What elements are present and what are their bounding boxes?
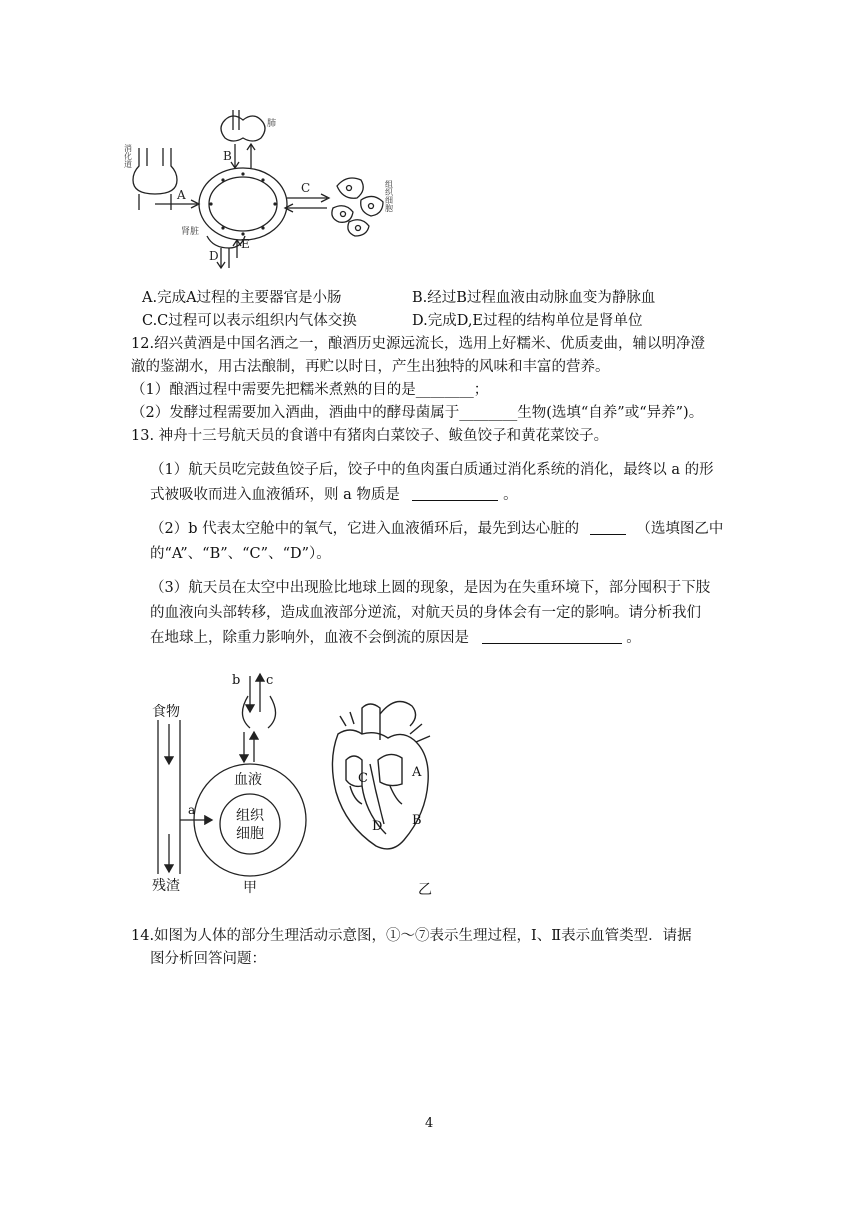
fig1-label-tissue: 组织细胞: [384, 180, 394, 212]
q12-sub2: （2）发酵过程需要加入酒曲，酒曲中的酵母菌属于________生物(选填“自养”或“异养”)。: [131, 405, 704, 421]
q14-line1: 14.如图为人体的部分生理活动示意图，①～⑦表示生理过程，Ⅰ、Ⅱ表示血管类型．请据: [131, 928, 692, 944]
fig1-label-lung: 肺: [267, 119, 277, 129]
fig1-label-digestive: 消化道: [123, 144, 133, 168]
q13-sub1-line2: 式被吸收而进入血液循环，则 a 物质是 。: [150, 487, 518, 503]
q13-sub3-blank[interactable]: [482, 629, 622, 644]
heart-label-a: A: [412, 765, 422, 780]
fig1-label-d: D: [209, 249, 219, 263]
fig2-label-c: c: [266, 673, 274, 688]
q11-option-b: B.经过B过程血液由动脉血变为静脉血: [412, 290, 656, 306]
q13-sub1-line1: （1）航天员吃完鼓鱼饺子后，饺子中的鱼肉蛋白质通过消化系统的消化，最终以 a 的形: [150, 462, 714, 478]
heart-label-b: B: [412, 813, 422, 828]
fig1-label-a: A: [177, 188, 186, 202]
page-number: 4: [425, 1116, 434, 1131]
fig2-label-blood: 血液: [234, 772, 262, 788]
fig2-label-tissue2: 细胞: [236, 826, 264, 842]
circulation-diagram: [125, 108, 425, 283]
fig2-label-jia: 甲: [243, 880, 257, 896]
fig1-label-c: C: [301, 181, 311, 195]
q13-sub3-line3: 在地球上，除重力影响外，血液不会倒流的原因是 。: [150, 630, 641, 646]
fig2-label-b: b: [232, 673, 241, 688]
q11-option-c: C.C过程可以表示组织内气体交换: [142, 313, 357, 329]
fig2-label-a: a: [188, 803, 196, 817]
q12-stem-line1: 12.绍兴黄酒是中国名酒之一，酿酒历史源远流长，选用上好糯米、优质麦曲，辅以明净澄: [131, 336, 706, 352]
digestion-heart-diagram: [140, 664, 460, 904]
q12-stem-line2: 澈的鉴湖水，用古法酿制，再贮以时日，产生出独特的风味和丰富的营养。: [131, 359, 610, 375]
fig1-label-e: E: [241, 237, 250, 251]
q13-sub2-blank[interactable]: [590, 520, 626, 535]
q12-sub1: （1）酿酒过程中需要先把糯米煮熟的目的是________；: [131, 382, 489, 398]
heart-label-d: D: [372, 819, 383, 834]
blood-ring-inner: [209, 177, 277, 231]
q11-option-d: D.完成D,E过程的结构单位是肾单位: [412, 313, 643, 329]
fig2-label-tissue1: 组织: [236, 808, 264, 824]
fig2-label-residue: 残渣: [152, 878, 180, 894]
fig2-label-yi: 乙: [418, 882, 432, 898]
q11-option-a: A.完成A过程的主要器官是小肠: [142, 290, 342, 306]
q13-sub2-line1: （2）b 代表太空舱中的氧气，它进入血液循环后，最先到达心脏的 （选填图乙中: [150, 521, 724, 537]
fig2-label-food: 食物: [152, 704, 180, 720]
q13-stem: 13. 神舟十三号航天员的食谱中有猪肉白菜饺子、鲅鱼饺子和黄花菜饺子。: [131, 428, 609, 444]
q13-sub3-line2: 的血液向头部转移，造成血液部分逆流，对航天员的身体会有一定的影响。请分析我们: [150, 605, 701, 621]
q13-sub3-line1: （3）航天员在太空中出现脸比地球上圆的现象，是因为在失重环境下，部分囤积于下肢: [150, 580, 711, 596]
fig1-label-kidney: 肾脏: [181, 227, 200, 237]
fig1-label-b: B: [223, 149, 232, 163]
q14-line2: 图分析回答问题：: [150, 951, 266, 967]
lung-shape: [221, 116, 265, 141]
q13-sub2-line2: 的“A”、“B”、“C”、“D”）。: [150, 546, 331, 562]
heart-label-c: C: [358, 771, 368, 786]
tissue-cell-circle: [220, 794, 280, 854]
q13-sub1-blank[interactable]: [412, 486, 498, 501]
digestive-tract-shape: [133, 148, 177, 194]
